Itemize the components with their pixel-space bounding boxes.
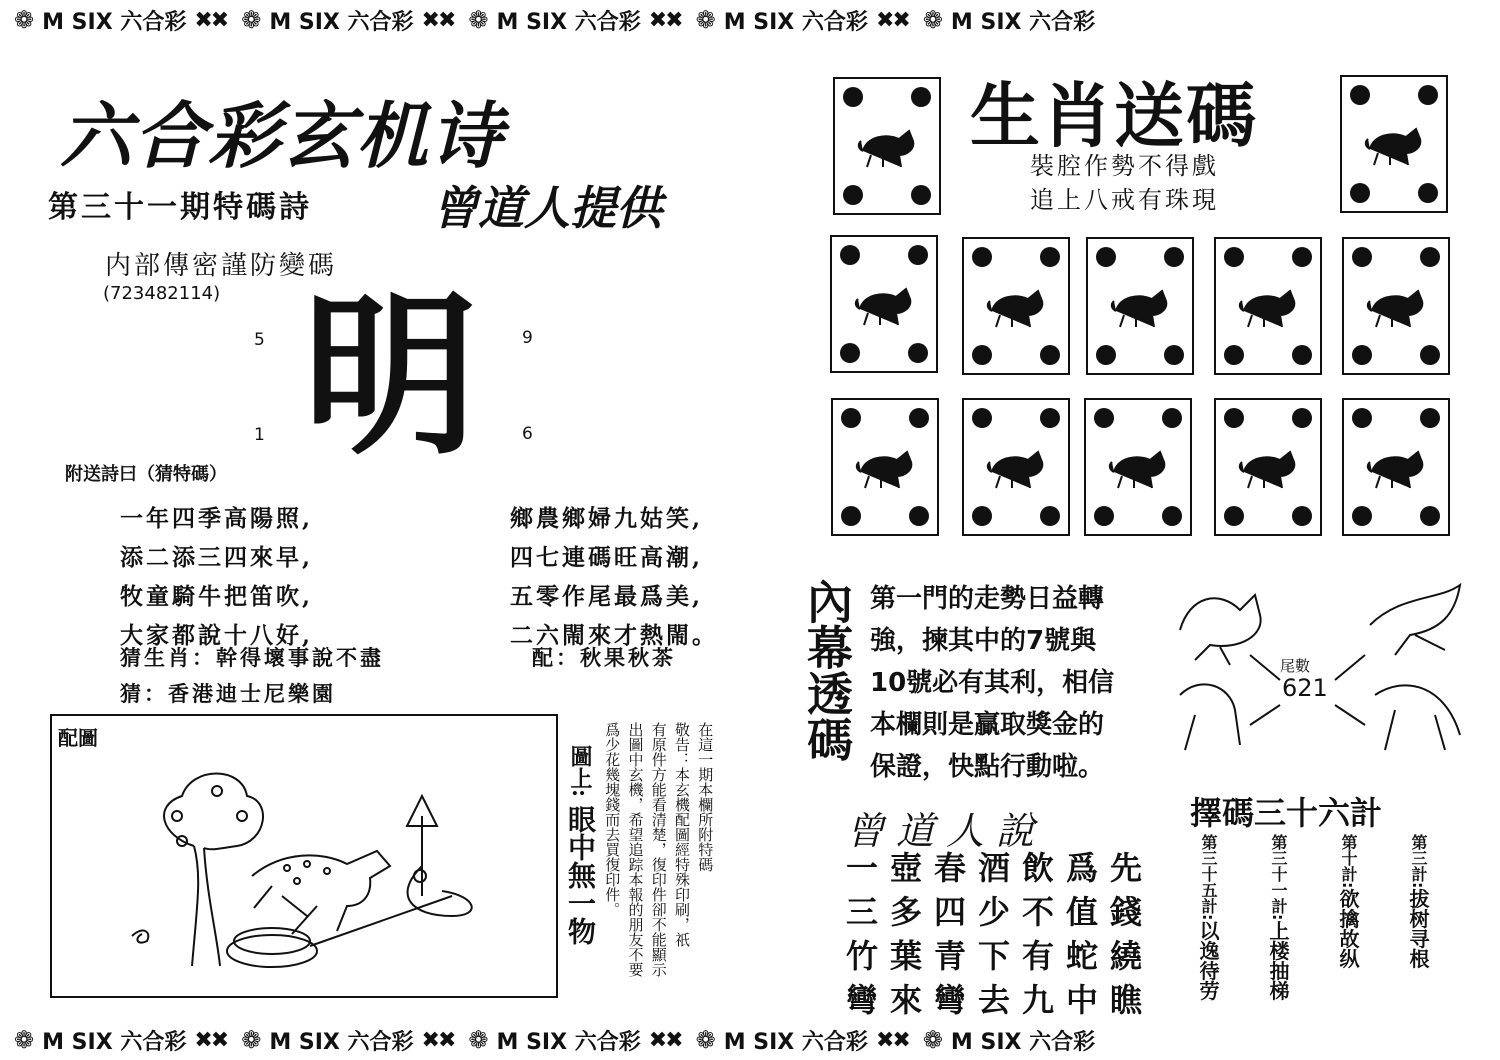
card-corner-dot bbox=[1352, 345, 1372, 365]
ox-icon bbox=[1362, 117, 1428, 172]
inner-text-line: 本欄則是贏取獎金的 bbox=[870, 710, 1105, 740]
flower-icon: ❁ bbox=[468, 1026, 489, 1054]
card-corner-dot bbox=[1292, 247, 1312, 267]
vertical-caption-a: 圖上: bbox=[567, 745, 593, 798]
poem-line: 鄉農鄉婦九姑笑, bbox=[510, 505, 704, 532]
poem-left-column bbox=[120, 500, 313, 650]
banner-text: M SIX 六合彩 bbox=[269, 9, 414, 35]
corner-number-tl: 5 bbox=[254, 330, 265, 350]
zeng-line: 三多四少不值錢 bbox=[846, 893, 1155, 931]
cross-icon: ✖✖ bbox=[421, 7, 455, 33]
strategy-text: 拔树寻根 bbox=[1406, 888, 1430, 969]
card-corner-dot bbox=[972, 345, 992, 365]
banner-unit bbox=[14, 5, 227, 36]
zodiac-card-dragon bbox=[1086, 237, 1194, 375]
banner-unit bbox=[696, 1025, 909, 1056]
card-corner-dot bbox=[1096, 345, 1116, 365]
card-corner-dot bbox=[1292, 506, 1312, 526]
zodiac-card-rabbit bbox=[962, 237, 1070, 375]
monkey-icon bbox=[984, 440, 1050, 495]
zeng-line: 彎來彎去九中瞧 bbox=[846, 981, 1155, 1019]
vertical-notice-line: 敬告：本玄機配圖經特殊印刷，祇 bbox=[673, 722, 691, 947]
card-corner-dot bbox=[908, 343, 928, 363]
corner-number-bl: 1 bbox=[254, 425, 265, 445]
rat-icon bbox=[855, 119, 921, 174]
banner-unit bbox=[696, 5, 909, 36]
banner-text: M SIX 六合彩 bbox=[42, 9, 187, 35]
strategy-item bbox=[1338, 834, 1358, 1014]
banner-text: M SIX 六合彩 bbox=[269, 1029, 414, 1055]
poem-right-column bbox=[510, 500, 718, 650]
inner-text-line: 強，揀其中的7號與 bbox=[870, 626, 1097, 656]
flower-icon: ❁ bbox=[695, 1026, 716, 1054]
card-corner-dot bbox=[1418, 183, 1438, 203]
card-corner-dot bbox=[840, 343, 860, 363]
card-corner-dot bbox=[841, 506, 861, 526]
card-corner-dot bbox=[909, 506, 929, 526]
footer-banner bbox=[0, 1020, 1500, 1060]
strategy-num: 第三計: bbox=[1409, 834, 1428, 889]
flower-icon: ❁ bbox=[14, 1026, 35, 1054]
card-corner-dot bbox=[1164, 345, 1184, 365]
card-corner-dot bbox=[1420, 506, 1440, 526]
card-corner-dot bbox=[1352, 506, 1372, 526]
card-corner-dot bbox=[909, 408, 929, 428]
picture-label: 配圖 bbox=[58, 726, 98, 750]
card-corner-dot bbox=[1224, 247, 1244, 267]
vertical-notice-line: 爲少花幾塊錢而去買復印件。 bbox=[603, 722, 622, 917]
inner-text-line: 保證，快點行動啦。 bbox=[870, 752, 1105, 782]
banner-unit bbox=[468, 5, 681, 36]
card-corner-dot bbox=[972, 506, 992, 526]
flower-icon: ❁ bbox=[922, 1026, 943, 1054]
vertical-notice-line: 有原件方能看清楚，復印件卻不能顯示 bbox=[649, 722, 668, 977]
zeng-title: 曾道人說 bbox=[846, 809, 1047, 853]
zodiac-card-rat bbox=[833, 77, 941, 215]
match-hint: 配：秋果秋茶 bbox=[532, 645, 676, 670]
snake-icon bbox=[1236, 279, 1302, 334]
card-corner-dot bbox=[1162, 506, 1182, 526]
pig-icon bbox=[1364, 440, 1430, 495]
strategy-text: 以逸待劳 bbox=[1196, 920, 1220, 1001]
zeng-line: 一壺春酒飲爲先 bbox=[846, 849, 1155, 887]
flower-icon: ❁ bbox=[14, 6, 35, 34]
vertical-notice-line: 出圖中玄機，希望追踪本報的朋友不要 bbox=[626, 722, 645, 977]
card-corner-dot bbox=[972, 247, 992, 267]
secret-code: (723482114) bbox=[103, 283, 221, 304]
card-corner-dot bbox=[972, 408, 992, 428]
poem-intro: 附送詩曰（猜特碼） bbox=[65, 464, 227, 485]
poem-line: 五零作尾最爲美, bbox=[510, 583, 704, 610]
page-title: 六合彩玄机诗 bbox=[60, 94, 505, 178]
dog-icon bbox=[1236, 440, 1302, 495]
guess-place: 猜：香港迪士尼樂園 bbox=[120, 681, 336, 706]
tiger-icon bbox=[852, 277, 918, 332]
zodiac-card-monkey bbox=[962, 398, 1070, 536]
card-corner-dot bbox=[911, 87, 931, 107]
flower-icon: ❁ bbox=[695, 6, 716, 34]
banner-unit bbox=[241, 1025, 454, 1056]
card-corner-dot bbox=[1420, 247, 1440, 267]
cross-icon: ✖✖ bbox=[875, 1027, 909, 1053]
poem-line: 一年四季高陽照, bbox=[120, 505, 314, 532]
poem-line: 大家都說十八好, bbox=[120, 622, 314, 649]
cross-icon: ✖✖ bbox=[648, 1027, 682, 1053]
corner-number-br: 6 bbox=[522, 424, 533, 444]
strategy-item bbox=[1268, 834, 1288, 1014]
strategy-text: 欲擒故纵 bbox=[1336, 888, 1360, 969]
vertical-caption-b: 眼中無一物 bbox=[564, 804, 597, 945]
vertical-notice bbox=[600, 722, 716, 982]
strategy-num: 第十計: bbox=[1339, 834, 1358, 889]
card-corner-dot bbox=[1040, 345, 1060, 365]
card-corner-dot bbox=[1040, 408, 1060, 428]
card-corner-dot bbox=[843, 185, 863, 205]
tail-value: 621 bbox=[1282, 674, 1328, 702]
vertical-caption-big bbox=[560, 745, 600, 975]
strategy-item bbox=[1198, 834, 1218, 1014]
banner-text: M SIX 六合彩 bbox=[950, 1029, 1096, 1055]
banner-unit bbox=[468, 1025, 681, 1056]
poem-line: 牧童騎牛把笛吹, bbox=[120, 583, 314, 610]
card-corner-dot bbox=[1350, 183, 1370, 203]
cross-icon: ✖✖ bbox=[194, 7, 228, 33]
banner-text: M SIX 六合彩 bbox=[723, 1029, 868, 1055]
card-corner-dot bbox=[1094, 506, 1114, 526]
secret-note: 内部傳密謹防變碼 bbox=[105, 251, 338, 281]
card-corner-dot bbox=[1164, 247, 1184, 267]
banner-unit bbox=[923, 5, 1095, 36]
banner-text: M SIX 六合彩 bbox=[950, 9, 1096, 35]
card-corner-dot bbox=[1352, 408, 1372, 428]
card-corner-dot bbox=[1350, 85, 1370, 105]
card-corner-dot bbox=[1162, 408, 1182, 428]
strategy-columns bbox=[1198, 834, 1428, 1014]
card-corner-dot bbox=[1224, 345, 1244, 365]
guess-zodiac: 猜生肖：幹得壞事說不盡 bbox=[120, 645, 384, 670]
zodiac-line: 追上八戒有珠現 bbox=[1030, 186, 1219, 214]
inner-title: 內幕透碼 bbox=[800, 578, 854, 762]
tail-label: 尾數 bbox=[1280, 657, 1311, 675]
card-corner-dot bbox=[1292, 345, 1312, 365]
vertical-notice-line: 在這一期本欄所附特碼 bbox=[696, 722, 715, 872]
picture-frame bbox=[50, 714, 558, 998]
card-corner-dot bbox=[911, 185, 931, 205]
card-corner-dot bbox=[843, 87, 863, 107]
header-banner bbox=[0, 0, 1500, 40]
banner-text: M SIX 六合彩 bbox=[496, 9, 641, 35]
flower-icon: ❁ bbox=[241, 1026, 262, 1054]
zodiac-line: 裝腔作勢不得戲 bbox=[1030, 152, 1219, 180]
strategy-num: 第三十一計: bbox=[1269, 834, 1288, 921]
tail-number-illustration bbox=[1160, 575, 1470, 765]
flower-icon: ❁ bbox=[241, 6, 262, 34]
dragon-icon bbox=[1108, 279, 1174, 334]
card-corner-dot bbox=[1292, 408, 1312, 428]
strategy-text: 上楼抽梯 bbox=[1266, 920, 1290, 1001]
card-corner-dot bbox=[908, 245, 928, 265]
card-corner-dot bbox=[1094, 408, 1114, 428]
cross-icon: ✖✖ bbox=[875, 7, 909, 33]
zodiac-card-goat bbox=[831, 398, 939, 536]
inner-text-line: 第一門的走勢日益轉 bbox=[870, 584, 1105, 614]
cross-icon: ✖✖ bbox=[421, 1027, 455, 1053]
zodiac-card-tiger bbox=[830, 235, 938, 373]
strategy-item bbox=[1408, 834, 1428, 1014]
horse-icon bbox=[1364, 279, 1430, 334]
banner-text: M SIX 六合彩 bbox=[723, 9, 868, 35]
poem-line: 二六閙來才熱閙。 bbox=[510, 622, 718, 649]
flower-icon: ❁ bbox=[468, 6, 489, 34]
strategy-title: 擇碼三十六計 bbox=[1190, 794, 1383, 832]
card-corner-dot bbox=[1224, 506, 1244, 526]
poem-line: 添二添三四來早, bbox=[120, 544, 314, 571]
card-corner-dot bbox=[1420, 408, 1440, 428]
key-character: 明 bbox=[303, 276, 478, 479]
card-corner-dot bbox=[1040, 247, 1060, 267]
card-corner-dot bbox=[1096, 247, 1116, 267]
flower-icon: ❁ bbox=[922, 6, 943, 34]
inner-text bbox=[870, 578, 1114, 788]
card-corner-dot bbox=[1352, 247, 1372, 267]
card-corner-dot bbox=[841, 408, 861, 428]
zodiac-title: 生肖送碼 bbox=[970, 75, 1258, 157]
zodiac-card-rooster bbox=[1084, 398, 1192, 536]
zodiac-card-horse bbox=[1342, 237, 1450, 375]
rabbit-icon bbox=[984, 279, 1050, 334]
zeng-line: 竹葉青下有蛇繞 bbox=[846, 937, 1155, 975]
issue-heading: 第三十一期特碼詩 bbox=[48, 190, 312, 225]
strategy-num: 第三十五計: bbox=[1199, 834, 1218, 921]
card-corner-dot bbox=[1420, 345, 1440, 365]
card-corner-dot bbox=[1040, 506, 1060, 526]
provider-label: 曾道人提供 bbox=[432, 181, 662, 235]
banner-unit bbox=[923, 1025, 1095, 1056]
banner-text: M SIX 六合彩 bbox=[496, 1029, 641, 1055]
card-corner-dot bbox=[840, 245, 860, 265]
zodiac-card-snake bbox=[1214, 237, 1322, 375]
cross-icon: ✖✖ bbox=[648, 7, 682, 33]
banner-text: M SIX 六合彩 bbox=[42, 1029, 187, 1055]
corner-number-tr: 9 bbox=[522, 328, 533, 348]
card-corner-dot bbox=[1418, 85, 1438, 105]
zodiac-card-ox bbox=[1340, 75, 1448, 213]
goat-icon bbox=[853, 440, 919, 495]
cross-icon: ✖✖ bbox=[194, 1027, 228, 1053]
inner-text-line: 10號必有其利，相信 bbox=[870, 668, 1115, 698]
poem-line: 四七連碼旺高潮, bbox=[510, 544, 704, 571]
zodiac-card-pig bbox=[1342, 398, 1450, 536]
banner-unit bbox=[14, 1025, 227, 1056]
banner-unit bbox=[241, 5, 454, 36]
zodiac-card-dog bbox=[1214, 398, 1322, 536]
card-corner-dot bbox=[1224, 408, 1244, 428]
deer-illustration bbox=[122, 756, 522, 986]
zeng-poem bbox=[846, 846, 1154, 1022]
rooster-icon bbox=[1106, 440, 1172, 495]
